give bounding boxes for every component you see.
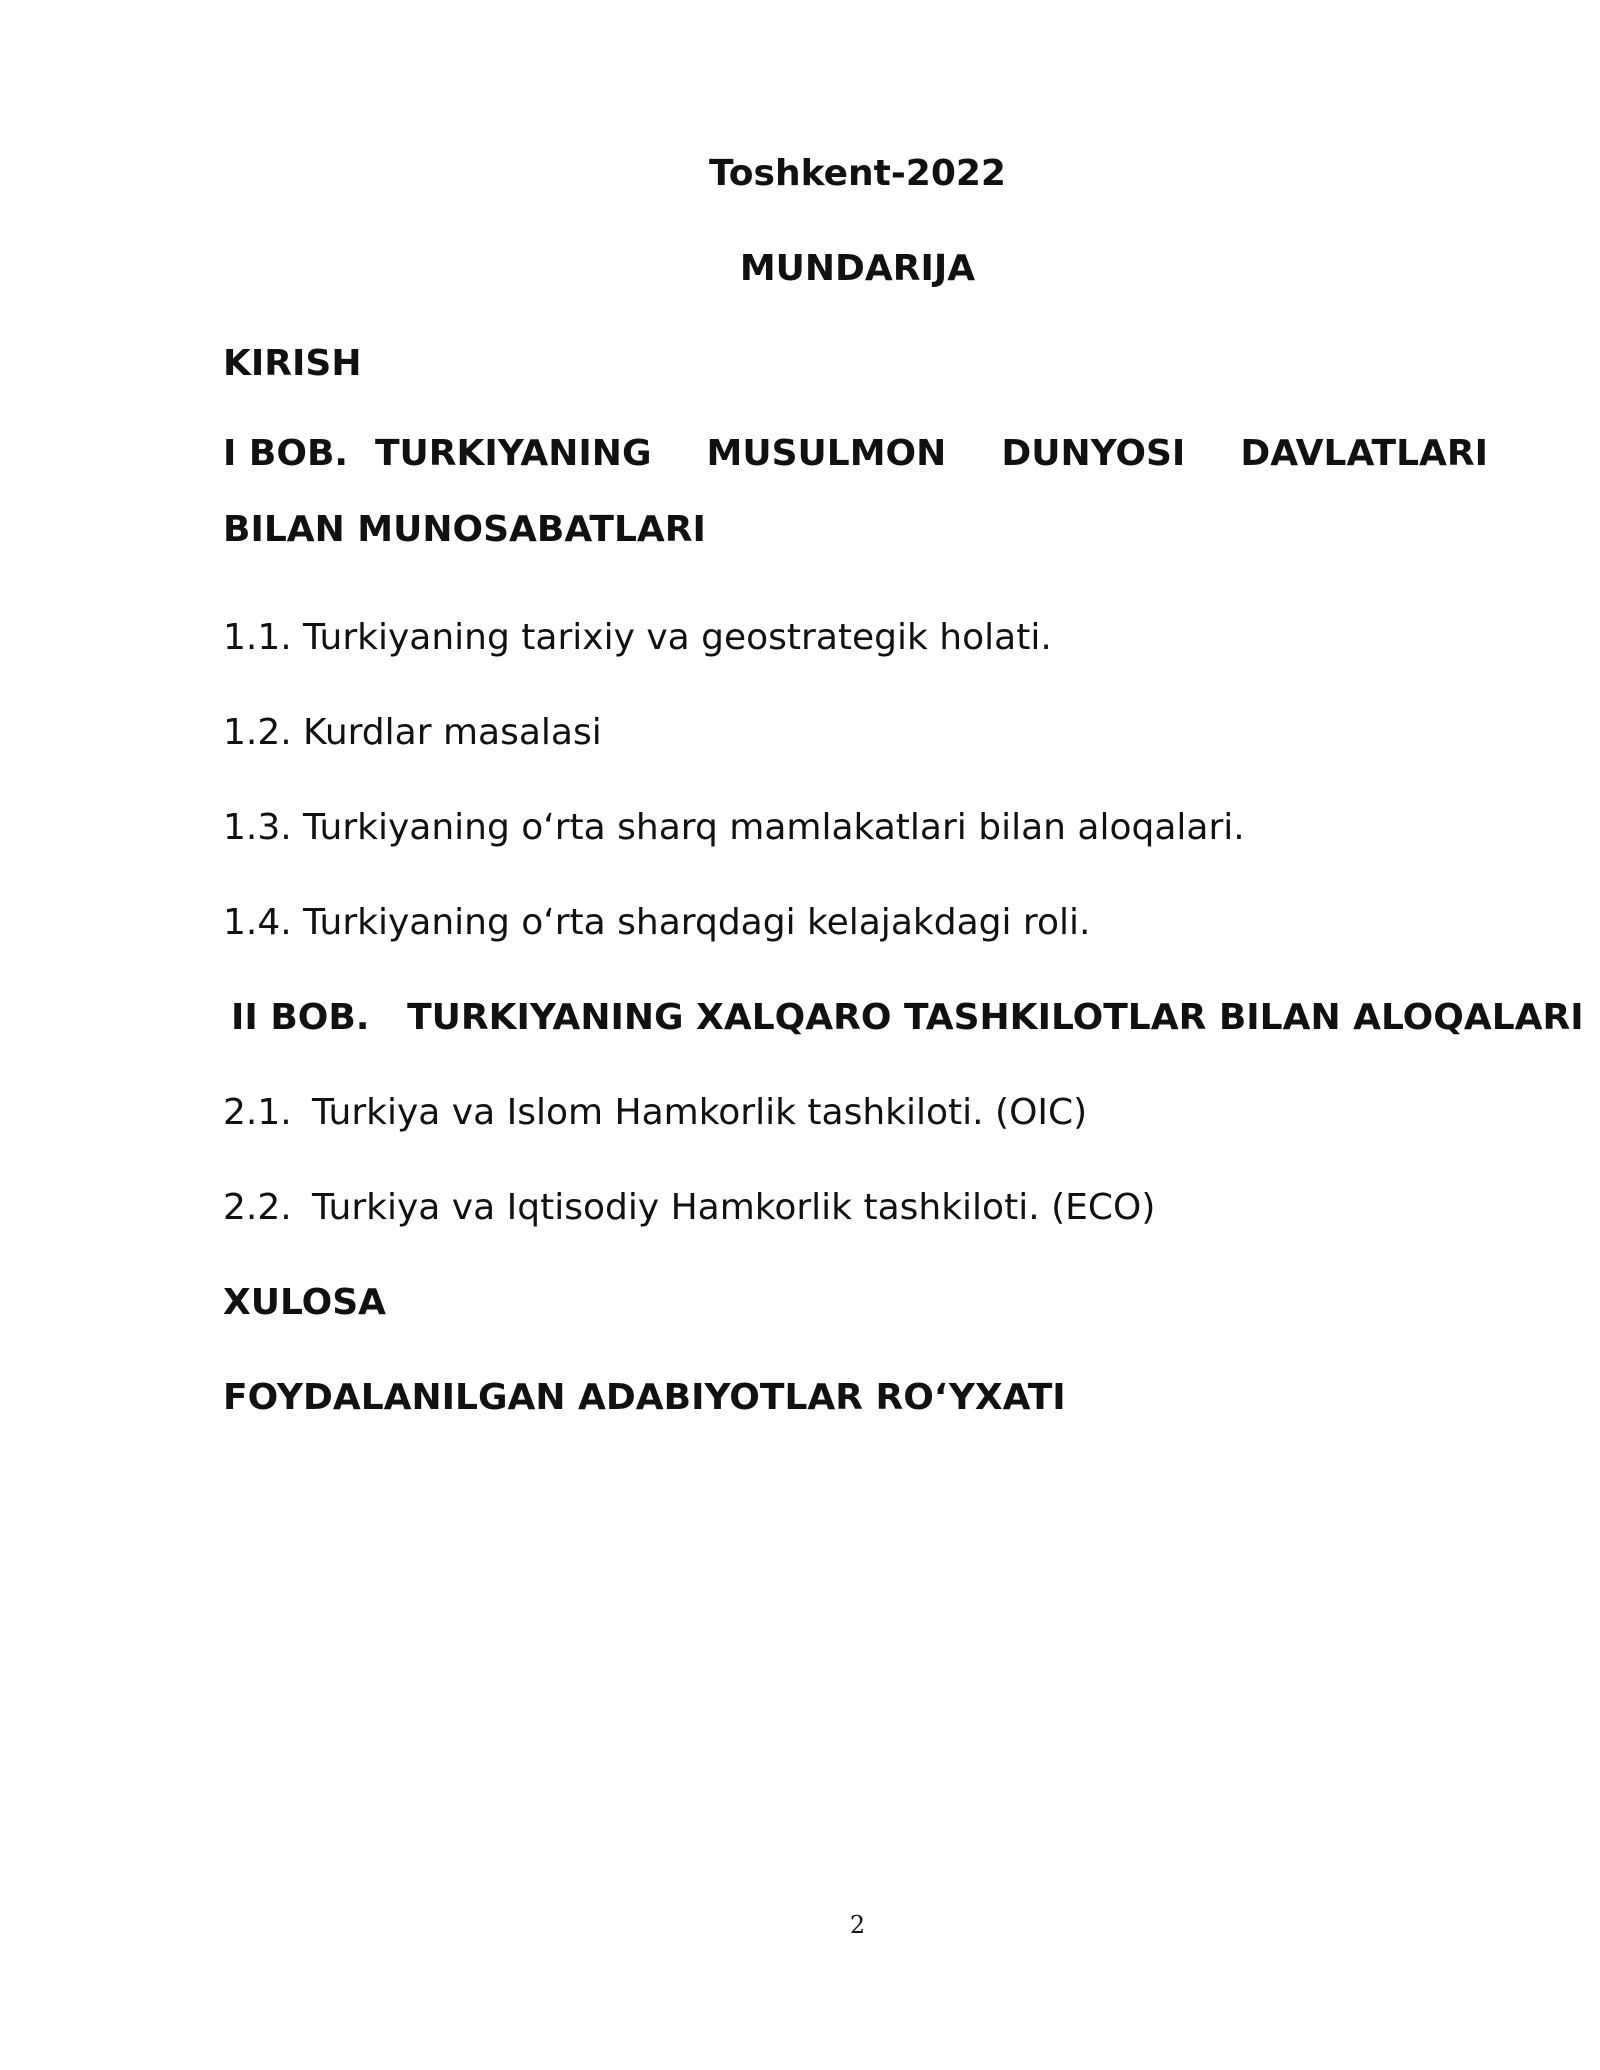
section-2-1-number: 2.1. — [223, 1092, 292, 1133]
toc-entry-chapter-1 — [223, 416, 1488, 568]
section-1-3-number: 1.3. — [223, 807, 292, 848]
section-2-2-title: Turkiya va Iqtisodiy Hamkorlik tashkiloti. (ECO) — [312, 1187, 1156, 1228]
section-1-1-number: 1.1. — [223, 617, 292, 658]
chapter-1-title: TURKIYANING MUSULMON DUNYOSI DAVLATLARI BILAN MUNOSABATLARI — [223, 433, 1488, 550]
section-1-3-title: Turkiyaning o‘rta sharq mamlakatlari bilan aloqalari. — [303, 807, 1245, 848]
section-1-4-number: 1.4. — [223, 902, 292, 943]
toc-entry-conclusion: XULOSA — [223, 1282, 387, 1323]
section-1-2-number: 1.2. — [223, 712, 292, 753]
toc-entry-1-2 — [223, 709, 1488, 757]
toc-entry-1-1 — [223, 614, 1488, 662]
section-2-2-number: 2.2. — [223, 1187, 292, 1228]
section-2-1-title: Turkiya va Islom Hamkorlik tashkiloti. (OIC) — [312, 1092, 1088, 1133]
toc-entry-1-4 — [223, 899, 1488, 947]
toc-entry-2-1 — [223, 1089, 1488, 1137]
chapter-2-title: TURKIYANING XALQARO TASHKILOTLAR BILAN ALOQALARI — [407, 997, 1584, 1038]
section-1-4-title: Turkiyaning o‘rta sharqdagi kelajakdagi roli. — [303, 902, 1091, 943]
toc-entry-chapter-2 — [223, 994, 1584, 1042]
city-year: Toshkent-2022 — [709, 153, 1006, 194]
table-of-contents — [223, 340, 1584, 1422]
chapter-2-number: II BOB. — [231, 997, 370, 1038]
toc-title: MUNDARIJA — [739, 248, 976, 289]
toc-entry-intro: KIRISH — [223, 343, 362, 384]
toc-entry-references: FOYDALANILGAN ADABIYOTLAR RO‘YXATI — [223, 1377, 1066, 1418]
page-number: 2 — [849, 1911, 866, 1939]
toc-entry-1-3 — [223, 804, 1488, 852]
chapter-1-number: I BOB. — [223, 433, 349, 474]
section-1-2-title: Kurdlar masalasi — [303, 712, 602, 753]
toc-entry-2-2 — [223, 1184, 1488, 1232]
section-1-1-title: Turkiyaning tarixiy va geostrategik holati. — [303, 617, 1052, 658]
